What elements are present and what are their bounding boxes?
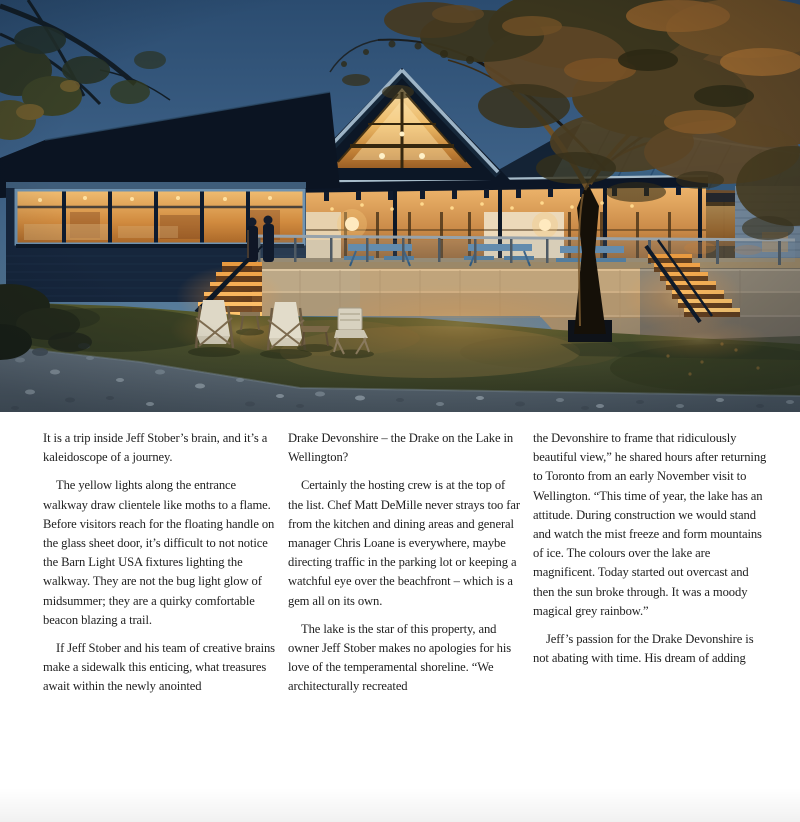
- article-paragraph: The lake is the star of this property, and owner Jeff Stober makes no apologies for his love of the temperamental shoreline. “We architecturally recreated: [288, 621, 512, 694]
- article-paragraph: Jeff’s passion for the Drake Devonshire is not abating with time. His dream of adding: [533, 632, 754, 666]
- article-column-1: [43, 429, 277, 706]
- article-paragraph: It is a trip inside Jeff Stober’s brain, and it’s a kaleidoscope of a journey.: [43, 431, 268, 465]
- article-paragraph: the Devonshire to frame that ridiculously beautiful view,” he shared hours after returning to Toronto from an early November visit to Wellington. “This time of year, the lake has an attitude. During construction we would stand and watch the mist freeze and form mountains of ice. The colours over the lake are magnificent. Today started out overcast and then the sun broke through. It was a moody magical grey rainbow.”: [533, 431, 767, 618]
- article-column-2: [288, 429, 522, 706]
- article-paragraph: The yellow lights along the entrance walkway draw clientele like moths to a flame. Before visitors reach for the floating handle on the glass sheet door, it’s difficult to not notice the Barn Light USA fixtures lighting the walkway. They are not the bug light glow of midsummer; they are a quirky comfortable beacon blazing a trail.: [43, 478, 275, 627]
- article-body: [43, 429, 767, 706]
- page-bottom-shading: [0, 788, 800, 822]
- article-column-3: [533, 429, 767, 706]
- article-paragraph: If Jeff Stober and his team of creative brains make a sidewalk this enticing, what treasures await within the newly anointed: [43, 641, 275, 694]
- article-paragraph: Drake Devonshire – the Drake on the Lake in Wellington?: [288, 431, 514, 465]
- article-paragraph: Certainly the hosting crew is at the top of the list. Chef Matt DeMille never strays too far from the kitchen and dining areas and general manager Chris Loane is everywhere, maybe directing traffic in the parking lot or keeping a watchful eye over the beachfront – which is a gem all on its own.: [288, 478, 520, 608]
